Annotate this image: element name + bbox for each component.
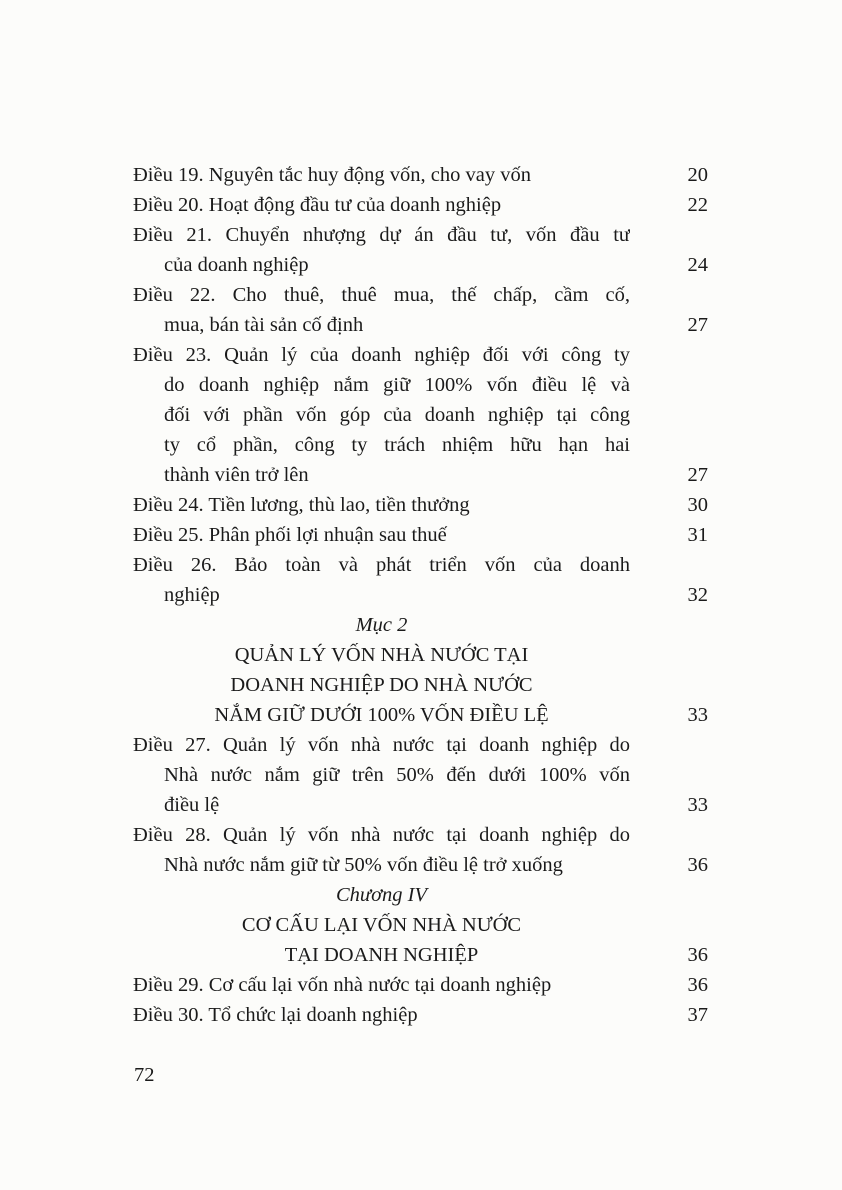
toc-page-number: 37	[687, 1004, 708, 1026]
toc-line-text: điều lệ	[164, 794, 220, 816]
toc-line-text: Nhà nước nắm giữ trên 50% đến dưới 100% vốn	[164, 764, 630, 786]
section-heading-line	[133, 610, 708, 640]
toc-line-text: Điều 25. Phân phối lợi nhuận sau thuế	[133, 524, 447, 546]
toc-page-number: 20	[687, 164, 708, 186]
section-heading-line	[133, 640, 708, 670]
toc-line-text: Mục 2	[355, 614, 408, 636]
toc-line-text: ty cổ phần, công ty trách nhiệm hữu hạn hai	[164, 434, 630, 456]
toc-line	[133, 160, 708, 190]
toc-line	[133, 790, 708, 820]
toc-line	[133, 520, 708, 550]
toc-line-text: mua, bán tài sản cố định	[164, 314, 364, 336]
toc-page-number: 33	[687, 704, 708, 726]
section-heading-line	[133, 670, 708, 700]
section-heading-line	[133, 880, 708, 910]
toc-page-number: 27	[687, 314, 708, 336]
section-heading-line	[133, 700, 708, 730]
toc-page-number: 24	[687, 254, 708, 276]
section-heading-line	[133, 910, 708, 940]
toc-line-text: đối với phần vốn góp của doanh nghiệp tại công	[164, 404, 630, 426]
toc-line	[133, 430, 708, 460]
toc-page-number: 36	[687, 944, 708, 966]
footer-page-number: 72	[134, 1064, 155, 1086]
toc-page-number: 27	[687, 464, 708, 486]
toc-page-number: 31	[687, 524, 708, 546]
toc-line	[133, 190, 708, 220]
toc-line-text: TẠI DOANH NGHIỆP	[284, 944, 479, 966]
toc-line-text: Điều 22. Cho thuê, thuê mua, thế chấp, cầm cố,	[133, 284, 630, 306]
toc-line	[133, 400, 708, 430]
toc-line	[133, 310, 708, 340]
toc-page-number: 32	[687, 584, 708, 606]
table-of-contents	[133, 160, 708, 1030]
toc-line-text: Điều 27. Quản lý vốn nhà nước tại doanh nghiệp do	[133, 734, 630, 756]
toc-line	[133, 280, 708, 310]
toc-line-text: Điều 28. Quản lý vốn nhà nước tại doanh nghiệp do	[133, 824, 630, 846]
toc-page-number: 33	[687, 794, 708, 816]
toc-line-text: Điều 29. Cơ cấu lại vốn nhà nước tại doanh nghiệp	[133, 974, 552, 996]
toc-line-text: DOANH NGHIỆP DO NHÀ NƯỚC	[230, 674, 533, 696]
toc-line-text: Điều 26. Bảo toàn và phát triển vốn của doanh	[133, 554, 630, 576]
toc-line	[133, 970, 708, 1000]
toc-line	[133, 460, 708, 490]
toc-line-text: CƠ CẤU LẠI VỐN NHÀ NƯỚC	[241, 914, 522, 936]
section-heading-line	[133, 940, 708, 970]
toc-page-number: 30	[687, 494, 708, 516]
toc-line	[133, 730, 708, 760]
toc-line-text: Chương IV	[335, 884, 428, 906]
toc-line	[133, 850, 708, 880]
toc-page-number: 36	[687, 854, 708, 876]
toc-line-text: Điều 20. Hoạt động đầu tư của doanh nghiệp	[133, 194, 502, 216]
toc-line-text: Điều 30. Tổ chức lại doanh nghiệp	[133, 1004, 418, 1026]
toc-page-number: 36	[687, 974, 708, 996]
toc-line	[133, 220, 708, 250]
toc-line	[133, 820, 708, 850]
toc-line	[133, 1000, 708, 1030]
toc-line	[133, 340, 708, 370]
toc-line-text: Nhà nước nắm giữ từ 50% vốn điều lệ trở xuống	[164, 854, 563, 876]
toc-page-number: 22	[687, 194, 708, 216]
toc-line-text: Điều 21. Chuyển nhượng dự án đầu tư, vốn đầu tư	[133, 224, 630, 246]
toc-line-text: do doanh nghiệp nắm giữ 100% vốn điều lệ và	[164, 374, 630, 396]
toc-line	[133, 580, 708, 610]
toc-line-text: Điều 19. Nguyên tắc huy động vốn, cho vay vốn	[133, 164, 531, 186]
toc-line	[133, 250, 708, 280]
toc-line-text: Điều 23. Quản lý của doanh nghiệp đối với công ty	[133, 344, 630, 366]
toc-line-text: thành viên trở lên	[164, 464, 309, 486]
toc-line-text: nghiệp	[164, 584, 220, 606]
toc-line	[133, 760, 708, 790]
toc-line-text: Điều 24. Tiền lương, thù lao, tiền thưởng	[133, 494, 470, 516]
toc-line-text: QUẢN LÝ VỐN NHÀ NƯỚC TẠI	[234, 644, 529, 666]
toc-line-text: của doanh nghiệp	[164, 254, 309, 276]
toc-line	[133, 550, 708, 580]
toc-line	[133, 490, 708, 520]
toc-line-text: NẮM GIỮ DƯỚI 100% VỐN ĐIỀU LỆ	[214, 704, 549, 726]
toc-line	[133, 370, 708, 400]
